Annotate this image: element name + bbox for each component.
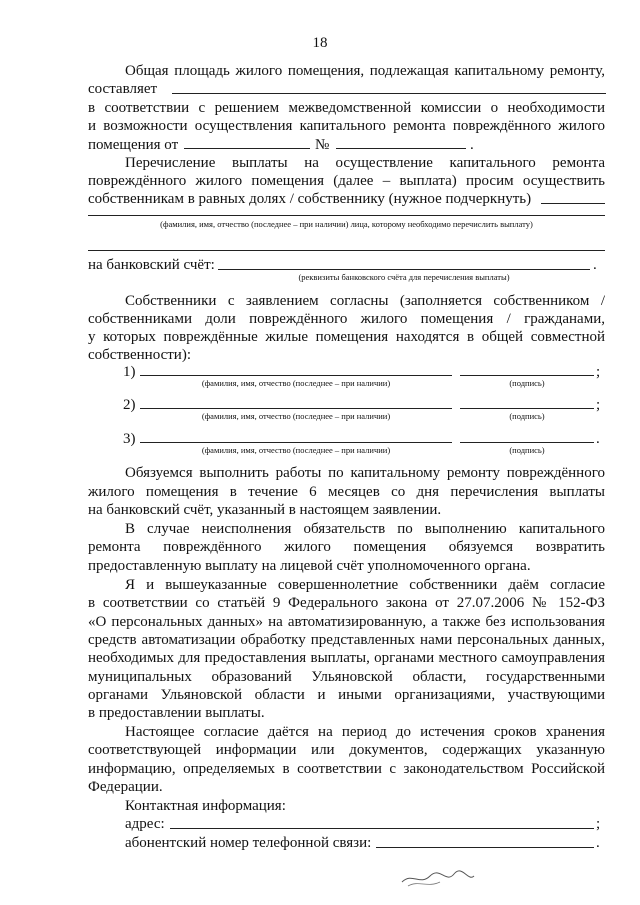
- owner-row-1-name-field[interactable]: [140, 375, 452, 376]
- owner-row-1-number: 1): [123, 364, 136, 380]
- owner-row-3-name-caption: (фамилия, имя, отчество (последнее – при наличии): [201, 445, 391, 455]
- owner-row-2-signature-caption: (подпись): [509, 411, 545, 421]
- obligation-line-1: Обязуемся выполнить работы по капитальному ремонту повреждённого: [125, 465, 605, 481]
- consent-line-1: Я и вышеуказанные совершеннолетние собственники даём согласие: [125, 577, 605, 593]
- period-line-4: Федерации.: [88, 779, 163, 795]
- signature-scribble-icon: [398, 862, 478, 892]
- owners-line-1: Собственники с заявлением согласны (заполняется собственником /: [125, 293, 605, 309]
- recipient-name-caption: (фамилия, имя, отчество (последнее – при наличии) лица, которому необходимо перечислить выплату): [160, 219, 533, 229]
- payment-line-1: Перечисление выплаты на осуществление капитального ремонта: [125, 155, 605, 171]
- owner-row-2-name-field[interactable]: [140, 408, 452, 409]
- owner-row-3-end: .: [596, 431, 600, 447]
- owner-row-1-signature-caption: (подпись): [509, 378, 545, 388]
- consent-line-6: муниципальных образований Ульяновской области, государственными: [88, 669, 605, 685]
- owner-row-3-number: 3): [123, 431, 136, 447]
- contact-phone-field[interactable]: [376, 847, 594, 848]
- area-number-sign: №: [315, 137, 330, 153]
- contact-phone-label: абонентский номер телефонной связи:: [125, 835, 372, 851]
- consent-line-2: в соответствии со статьёй 9 Федерального закона от 27.07.2006 № 152-ФЗ: [88, 595, 605, 611]
- owner-row-3-signature-caption: (подпись): [509, 445, 545, 455]
- owner-row-2-name-caption: (фамилия, имя, отчество (последнее – при наличии): [201, 411, 391, 421]
- owners-line-4: собственности):: [88, 347, 191, 363]
- area-line-1: Общая площадь жилого помещения, подлежащая капитальному ремонту,: [125, 63, 605, 79]
- area-value-field[interactable]: [172, 93, 606, 94]
- contact-phone-end: .: [596, 835, 600, 851]
- bank-account-end: .: [593, 257, 597, 273]
- area-line-3: в соответствии с решением межведомственной комиссии о необходимости: [88, 100, 605, 116]
- payment-line-2: повреждённого жилого помещения (далее – выплата) просим осуществить: [88, 173, 605, 189]
- area-line-2: составляет: [88, 81, 158, 97]
- area-line-5-end: .: [470, 137, 474, 153]
- bank-account-caption: (реквизиты банковского счёта для перечисления выплаты): [298, 272, 510, 282]
- contact-address-field[interactable]: [170, 828, 594, 829]
- owners-line-2: собственниками доли повреждённого жилого помещения / гражданами,: [88, 311, 605, 327]
- owners-line-3: у которых повреждённые жилые помещения находятся в общей совместной: [88, 329, 605, 345]
- consent-line-3: «О персональных данных» на автоматизированную, а также без использования: [88, 614, 605, 630]
- consent-line-5: необходимых для предоставления выплаты, органами местного самоуправления: [88, 650, 605, 666]
- area-line-5-start: помещения от: [88, 137, 179, 153]
- commission-date-field[interactable]: [184, 148, 310, 149]
- obligation-line-2: жилого помещения в течение 6 месяцев со дня перечисления выплаты: [88, 484, 605, 500]
- owner-row-1-end: ;: [596, 364, 601, 380]
- owner-row-1-name-caption: (фамилия, имя, отчество (последнее – при наличии): [201, 378, 391, 388]
- failure-line-1: В случае неисполнения обязательств по выполнению капитального: [125, 521, 605, 537]
- bank-account-label: на банковский счёт:: [88, 257, 215, 273]
- contact-address-label: адрес:: [125, 816, 165, 832]
- consent-line-8: в предоставлении выплаты.: [88, 705, 265, 721]
- owner-row-3-signature-field[interactable]: [460, 442, 594, 443]
- payment-choice-field[interactable]: [541, 203, 605, 204]
- obligation-line-3: на банковский счёт, указанный в настоящем заявлении.: [88, 502, 442, 518]
- owner-row-2-signature-field[interactable]: [460, 408, 594, 409]
- period-line-2: соответствующей информации или документов, содержащих указанную: [88, 742, 605, 758]
- owner-row-1-signature-field[interactable]: [460, 375, 594, 376]
- owner-row-2-number: 2): [123, 397, 136, 413]
- consent-line-4: средств автоматизации обработку представленных нами персональных данных,: [88, 632, 605, 648]
- recipient-name-field-2[interactable]: [88, 250, 605, 251]
- bank-account-field[interactable]: [218, 269, 590, 270]
- payment-line-3: собственникам в равных долях / собственнику (нужное подчеркнуть): [88, 191, 532, 207]
- failure-line-2: ремонта повреждённого жилого помещения обязуемся возвратить: [88, 539, 605, 555]
- commission-number-field[interactable]: [336, 148, 466, 149]
- period-line-3: информацию, определяемых в соответствии с законодательством Российской: [88, 761, 605, 777]
- contact-address-end: ;: [596, 816, 601, 832]
- owner-row-2-end: ;: [596, 397, 601, 413]
- contact-title: Контактная информация:: [125, 798, 286, 814]
- failure-line-3: предоставленную выплату на лицевой счёт уполномоченного органа.: [88, 558, 531, 574]
- period-line-1: Настоящее согласие даётся на период до истечения сроков хранения: [125, 724, 605, 740]
- owner-row-3-name-field[interactable]: [140, 442, 452, 443]
- recipient-name-field[interactable]: [88, 215, 605, 216]
- consent-line-7: органами Ульяновской области и иными организациями, участвующими: [88, 687, 605, 703]
- area-line-4: и возможности осуществления капитального ремонта повреждённого жилого: [88, 118, 605, 134]
- page-number: 18: [312, 35, 328, 51]
